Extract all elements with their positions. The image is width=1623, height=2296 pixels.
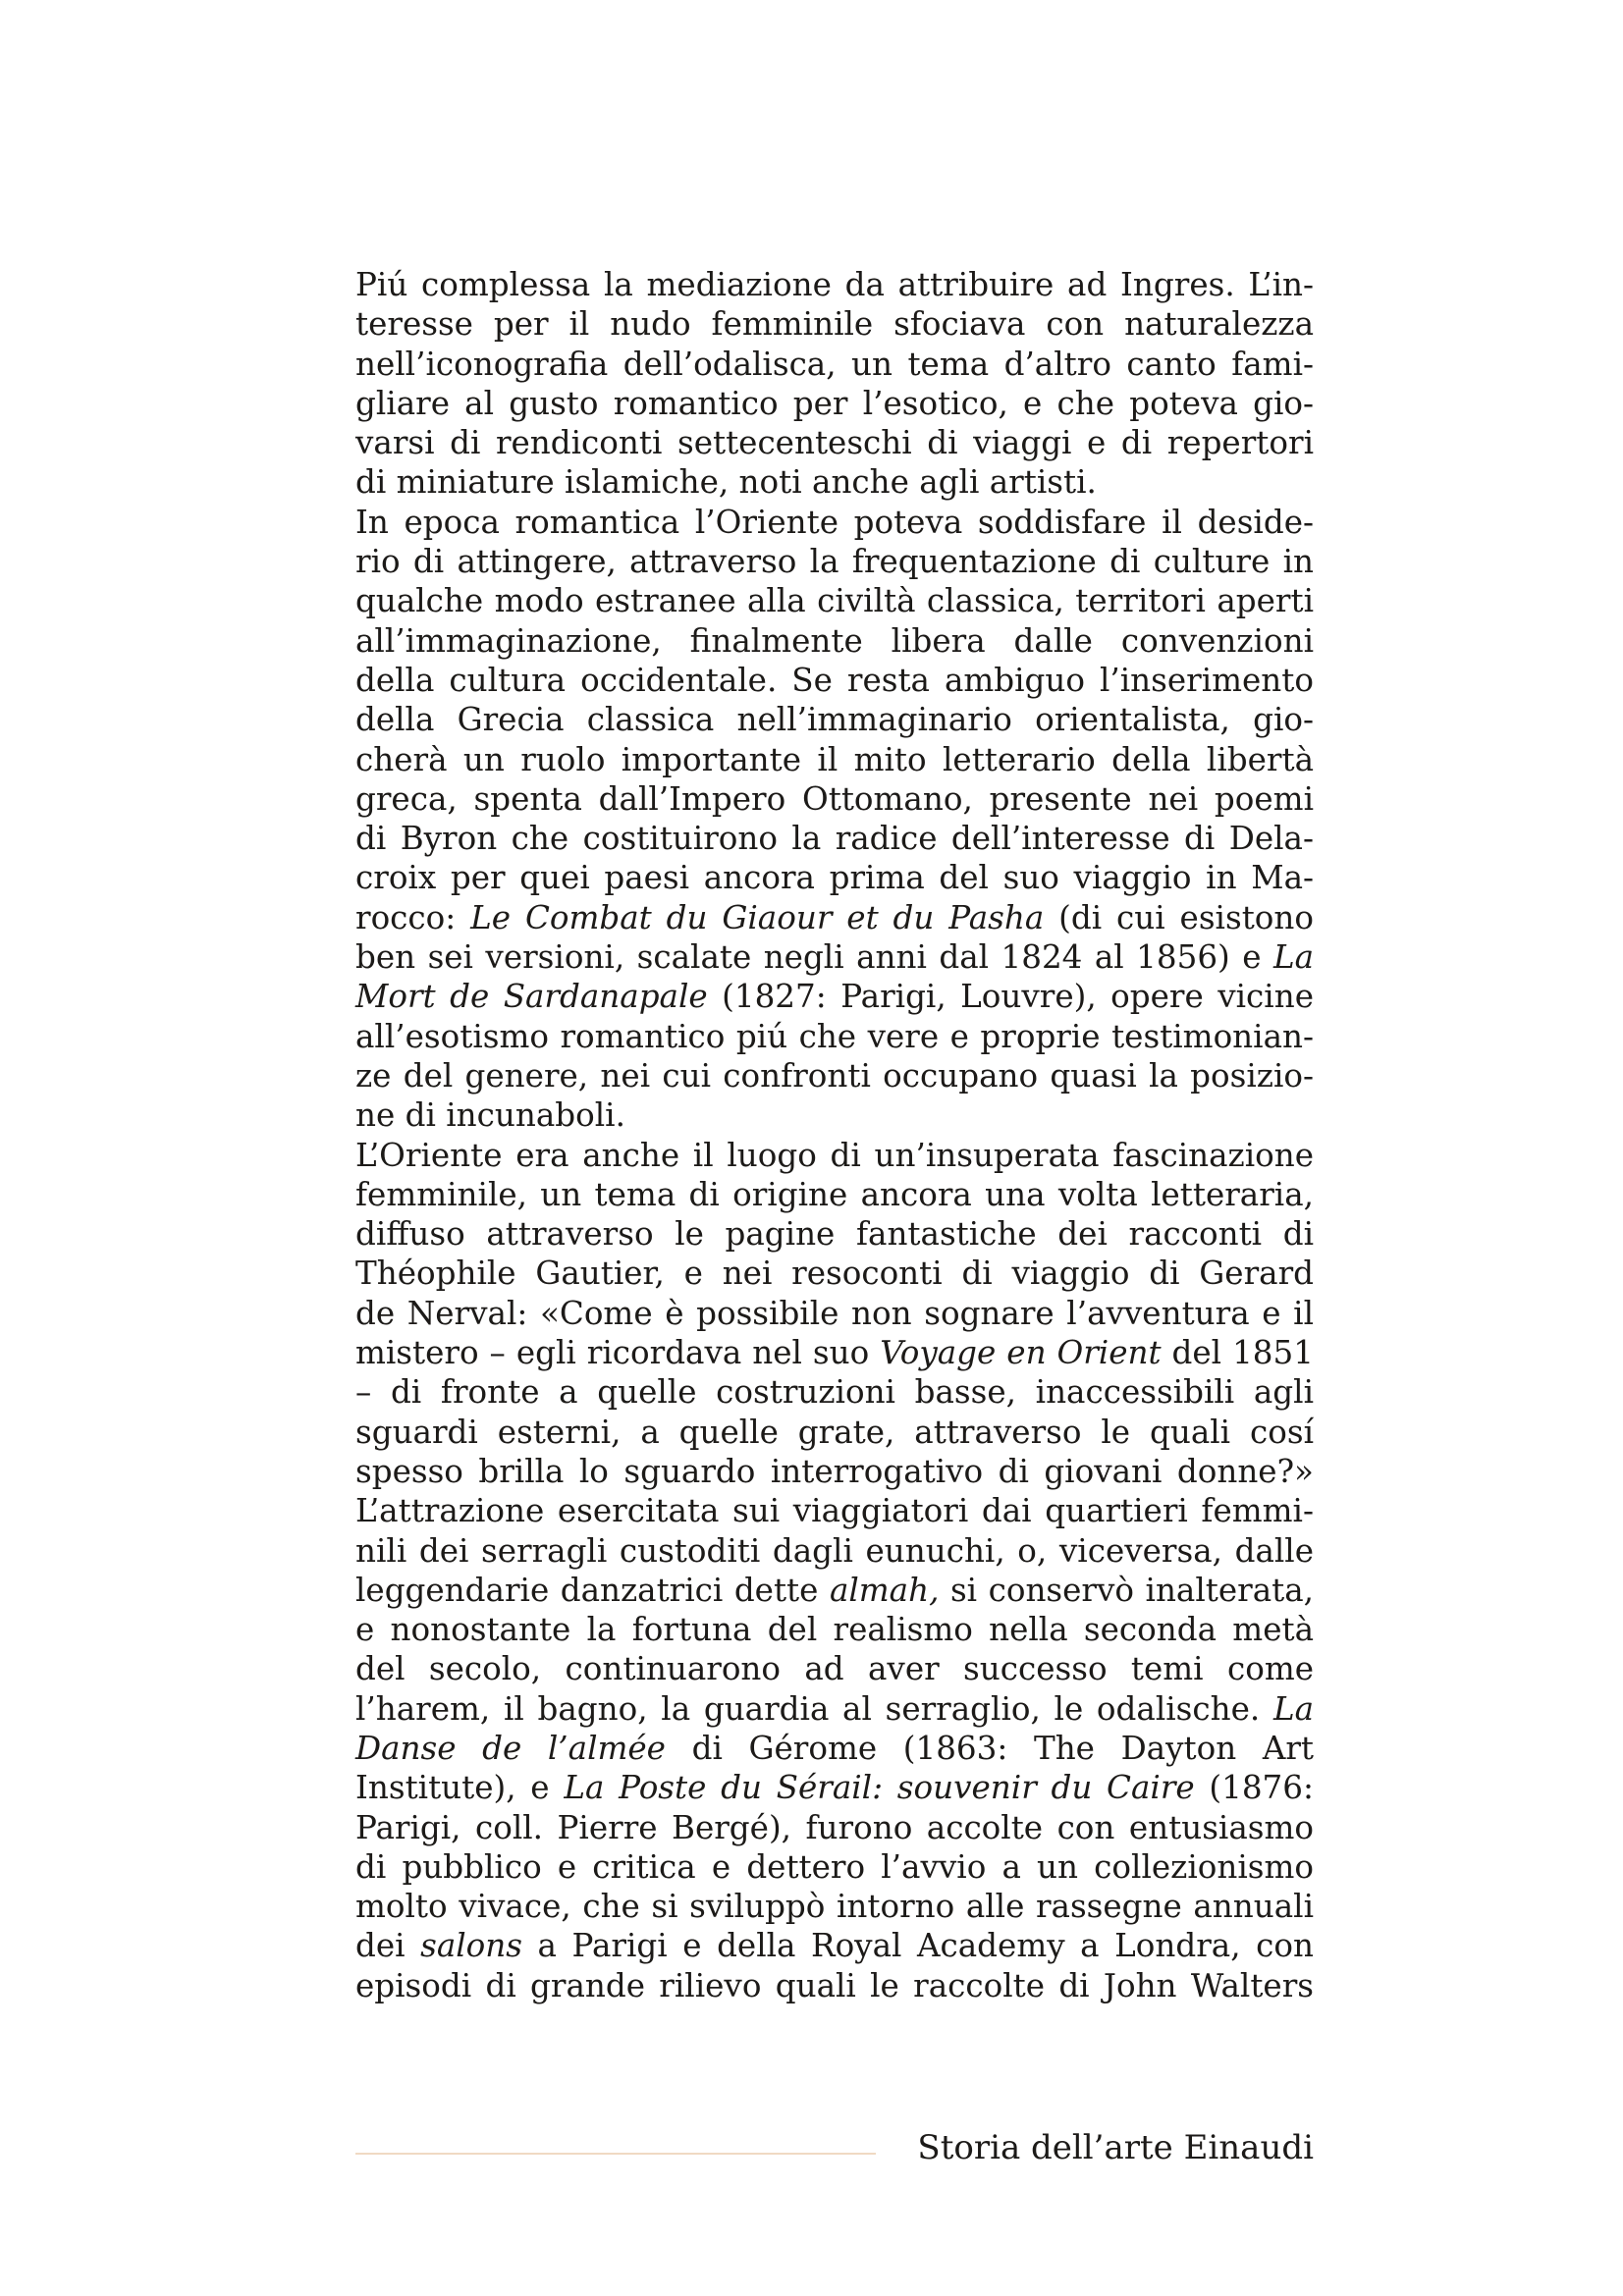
text-line [355,740,1314,779]
text-segment: all’esotismo romantico piú che vere e proprie testimonian- [355,1017,1314,1055]
text-line [355,1413,1314,1452]
text-line [355,819,1314,858]
text-line [355,937,1314,977]
text-line [355,265,1314,304]
text-segment: di pubblico e critica e dettero l’avvio a un collezionismo [355,1847,1314,1886]
text-line [355,304,1314,344]
text-segment: L’Oriente era anche il luogo di un’insuperata fascinazione [355,1136,1314,1174]
text-segment: mistero – egli ricordava nel suo [355,1334,881,1372]
body-text [355,265,1314,2005]
text-segment: rocco: [355,898,471,936]
text-segment: a Parigi e della Royal Academy a Londra, con [522,1927,1314,1965]
italic-title: Voyage en Orient [880,1334,1162,1372]
text-segment: di miniature islamiche, noti anche agli artisti. [355,463,1097,502]
text-segment: dei [355,1927,421,1965]
text-line [355,1531,1314,1571]
italic-title: almah, [829,1571,940,1609]
text-segment: teresse per il nudo femminile sfociava con naturalezza [355,305,1314,344]
text-line [355,423,1314,462]
text-segment: episodi di grande rilievo quali le raccolte di John Walters [355,1966,1314,2004]
text-segment: e nonostante la fortuna del realismo nella seconda metà [355,1611,1314,1649]
text-segment: l’harem, il bagno, la guardia al serraglio, le odalische. [355,1689,1273,1728]
text-segment: molto vivace, che si sviluppò intorno alle rassegne annuali [355,1888,1314,1926]
text-line [355,1491,1314,1530]
text-segment: della Grecia classica nell’immaginario orientalista, gio- [355,701,1314,739]
text-segment: qualche modo estranee alla civiltà classica, territori aperti [355,582,1314,620]
text-line [355,898,1314,937]
text-line [355,1136,1314,1175]
text-line [355,542,1314,581]
text-segment: nell’iconografia dell’odalisca, un tema d’altro canto fami- [355,345,1314,383]
text-segment: ben sei versioni, scalate negli anni dal 1824 al 1856) e [355,938,1273,977]
text-line [355,1254,1314,1293]
text-segment: de Nerval: «Come è possibile non sognare l’avventura e il [355,1294,1314,1332]
text-segment: femminile, un tema di origine ancora una volta letteraria, [355,1175,1314,1213]
text-line [355,462,1314,502]
text-segment: Piú complessa la mediazione da attribuire ad Ingres. L’in- [355,266,1314,303]
text-segment: si conservò inalterata, [939,1571,1314,1609]
text-segment: di Byron che costituirono la radice dell’interesse di Dela- [355,820,1314,858]
text-segment: leggendarie danzatrici dette [355,1571,830,1609]
text-segment: diffuso attraverso le pagine fantastiche dei racconti di [355,1215,1314,1254]
text-segment: ne di incunaboli. [355,1096,625,1135]
text-segment: greca, spenta dall’Impero Ottomano, presente nei poemi [355,779,1314,818]
text-line [355,1808,1314,1847]
text-line [355,1056,1314,1095]
text-line [355,1333,1314,1372]
footer-title: Storia dell’arte Einaudi [917,2128,1314,2167]
text-line [355,1214,1314,1254]
text-line [355,345,1314,384]
text-segment: all’immaginazione, finalmente libera dalle convenzioni [355,621,1314,660]
text-line [355,1372,1314,1412]
text-segment: rio di attingere, attraverso la frequentazione di culture in [355,543,1314,581]
text-line [355,1768,1314,1807]
text-segment: del 1851 [1161,1334,1314,1372]
text-segment: ze del genere, nei cui confronti occupano quasi la posizio- [355,1056,1314,1095]
text-line [355,1966,1314,2005]
text-line [355,1294,1314,1333]
italic-title: La Poste du Sérail: souvenir du Caire [564,1769,1195,1807]
text-line [355,621,1314,661]
text-segment: (1876: [1194,1769,1314,1807]
text-line [355,1571,1314,1610]
text-segment: varsi di rendiconti settecenteschi di viaggi e di repertori [355,424,1314,462]
text-segment: Institute), e [355,1769,565,1807]
text-segment: (di cui esistono [1044,898,1314,936]
text-segment: croix per quei paesi ancora prima del suo viaggio in Ma- [355,859,1314,897]
italic-title: Danse de l’almée [355,1729,666,1767]
text-line [355,661,1314,700]
text-line [355,1610,1314,1649]
text-line [355,1887,1314,1926]
text-line [355,779,1314,819]
text-segment: gliare al gusto romantico per l’esotico, e che poteva gio- [355,384,1314,422]
text-segment: Parigi, coll. Pierre Bergé), furono accolte con entusiasmo [355,1808,1314,1846]
text-segment: In epoca romantica l’Oriente poteva soddisfare il deside- [355,503,1314,541]
text-line [355,1017,1314,1056]
text-line [355,1729,1314,1768]
italic-title: Mort de Sardanapale [355,978,708,1016]
text-line [355,700,1314,739]
text-segment: (1827: Parigi, Louvre), opere vicine [707,978,1314,1016]
text-line [355,858,1314,897]
italic-title: La [1272,938,1314,977]
text-segment: Théophile Gautier, e nei resoconti di viaggio di Gerard [355,1255,1314,1293]
text-segment: L’attrazione esercitata sui viaggiatori dai quartieri femmi- [355,1492,1314,1530]
text-segment: di Gérome (1863: The Dayton Art [665,1729,1315,1767]
text-segment: della cultura occidentale. Se resta ambiguo l’inserimento [355,661,1314,699]
text-line [355,1095,1314,1135]
text-segment: sguardi esterni, a quelle grate, attraverso le quali cosí [355,1413,1314,1451]
text-segment: – di fronte a quelle costruzioni basse, inaccessibili agli [355,1373,1314,1412]
italic-title: Le Combat du Giaour et du Pasha [470,898,1045,936]
text-line [355,977,1314,1016]
text-line [355,1649,1314,1688]
text-line [355,503,1314,542]
italic-title: La [1272,1689,1314,1728]
footer-rule [355,2153,876,2155]
text-line [355,1452,1314,1491]
text-line [355,1689,1314,1729]
text-line [355,1926,1314,1965]
text-segment: del secolo, continuarono ad aver successo temi come [355,1650,1314,1688]
text-line [355,384,1314,423]
text-line [355,1175,1314,1214]
italic-title: salons [420,1927,522,1965]
text-line [355,581,1314,620]
text-segment: cherà un ruolo importante il mito letterario della libertà [355,740,1314,778]
text-line [355,1847,1314,1887]
text-segment: spesso brilla lo sguardo interrogativo di giovani donne?» [355,1452,1314,1490]
text-segment: nili dei serragli custoditi dagli eunuchi, o, viceversa, dalle [355,1531,1314,1570]
